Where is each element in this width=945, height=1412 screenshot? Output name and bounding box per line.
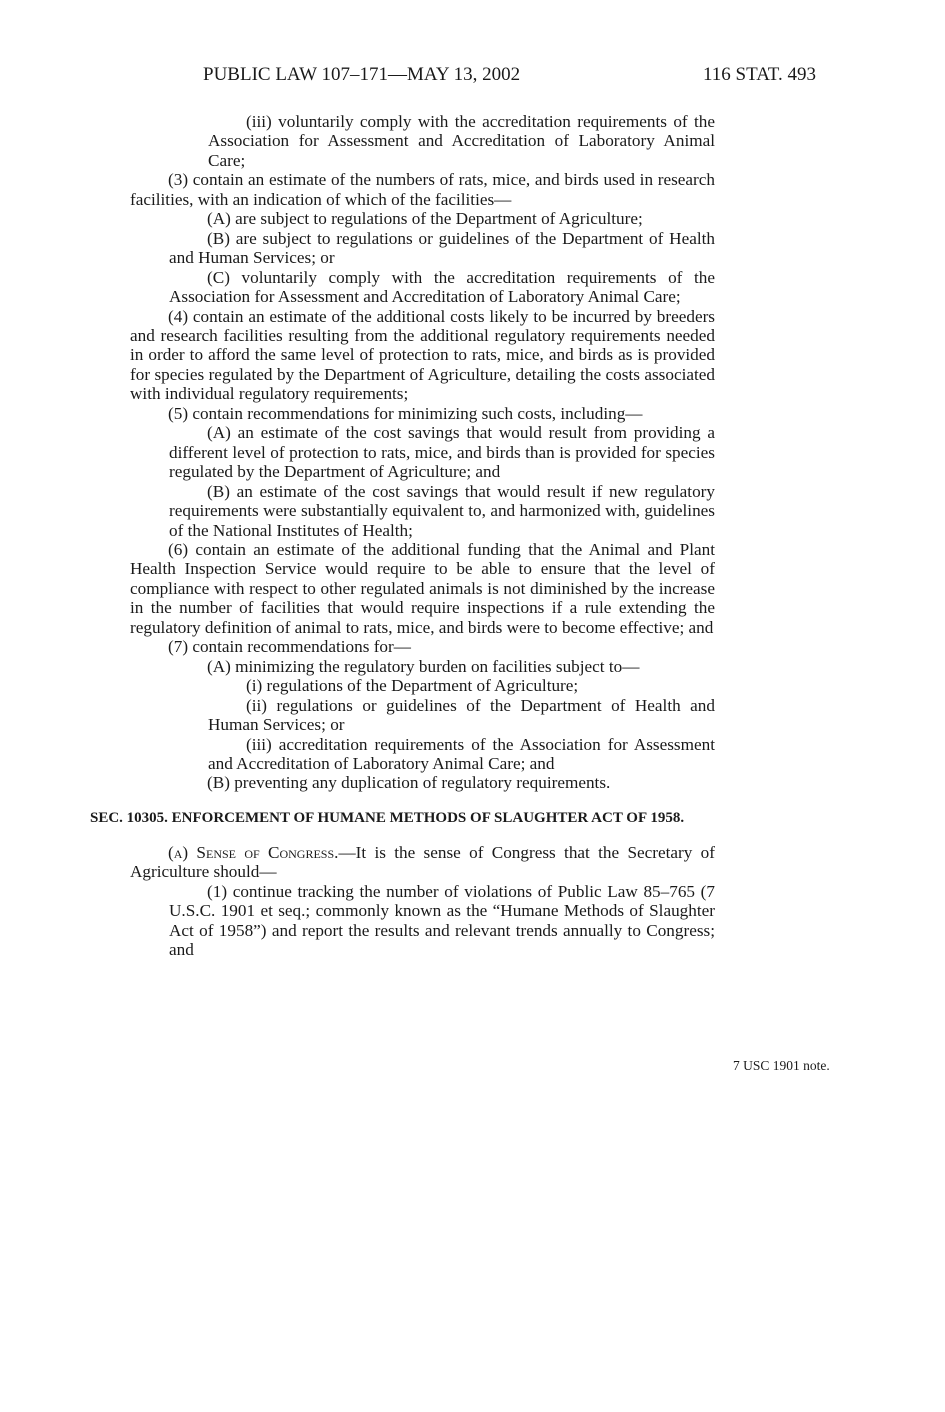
running-header [0,64,945,88]
subparagraph-3-c: (C) voluntarily comply with the accreditation requirements of the Association for Assessment and Accreditation of Laboratory Animal Care; [169,267,715,307]
subparagraph-7-b: (B) preventing any duplication of regulatory requirements. [207,773,611,793]
page-stat-number: 116 STAT. 493 [703,64,817,85]
clause-7-a-iii: (iii) accreditation requirements of the Association for Assessment and Accreditation of Laboratory Animal Care; and [208,734,715,773]
subparagraph-7-a: (A) minimizing the regulatory burden on facilities subject to— [207,656,640,676]
paragraph-4: (4) contain an estimate of the additional costs likely to be incurred by breeders and research facilities resulting from the additional regulatory requirements needed in order to afford the same level of protection to rats, mice, and birds as is provided for species regulated by the Department of Agriculture, detailing the costs associated with individual regulatory requirements; [130,306,715,404]
paragraph-5: (5) contain recommendations for minimizing such costs, including— [168,403,643,423]
clause-7-a-ii: (ii) regulations or guidelines of the Department of Health and Human Services; or [208,695,715,735]
document-body [90,112,716,960]
subsection-a-label: (a) Sense of Congress. [168,842,339,862]
margin-note: 7 USC 1901 note. [733,1058,830,1073]
subsection-a-item-1: (1) continue tracking the number of violations of Public Law 85–765 (7 U.S.C. 1901 et seq.; commonly known as the “Humane Methods of Slaughter Act of 1958”) and report the results and relevant trends annually to Congress; and [169,881,715,960]
running-head-title: PUBLIC LAW 107–171—MAY 13, 2002 [203,64,521,85]
paragraph-7: (7) contain recommendations for— [168,637,411,657]
subparagraph-5-b: (B) an estimate of the cost savings that would result if new regulatory requirements were substantially equivalent to, and harmonized with, guidelines of the National Institutes of Health; [169,481,715,540]
subparagraph-3-a: (A) are subject to regulations of the Department of Agriculture; [207,209,643,229]
subparagraph-5-a: (A) an estimate of the cost savings that would result from providing a different level of protection to rats, mice, and birds than is provided for species regulated by the Department of Agriculture; and [169,423,715,482]
subsection-a [130,843,715,882]
clause-iii: (iii) voluntarily comply with the accreditation requirements of the Association for Assessment and Accreditation of Laboratory Animal Care; [208,112,715,170]
subparagraph-3-b: (B) are subject to regulations or guidelines of the Department of Health and Human Services; or [169,228,715,268]
paragraph-3: (3) contain an estimate of the numbers of rats, mice, and birds used in research facilities, with an indication of which of the facilities— [130,170,715,209]
clause-7-a-i: (i) regulations of the Department of Agriculture; [246,676,579,696]
paragraph-6: (6) contain an estimate of the additional funding that the Animal and Plant Health Inspection Service would require to be able to ensure that the level of compliance with respect to other regulated animals is not diminished by the increase in the number of facilities that would require inspections if a rule extending the regulatory definition of animal to rats, mice, and birds were to become effective; and [130,539,715,637]
section-heading: SEC. 10305. ENFORCEMENT OF HUMANE METHODS OF SLAUGHTER ACT OF 1958. [90,809,685,826]
subsection-a-text: —It is the sense of Congress that the Secretary of Agriculture should— [130,842,716,882]
